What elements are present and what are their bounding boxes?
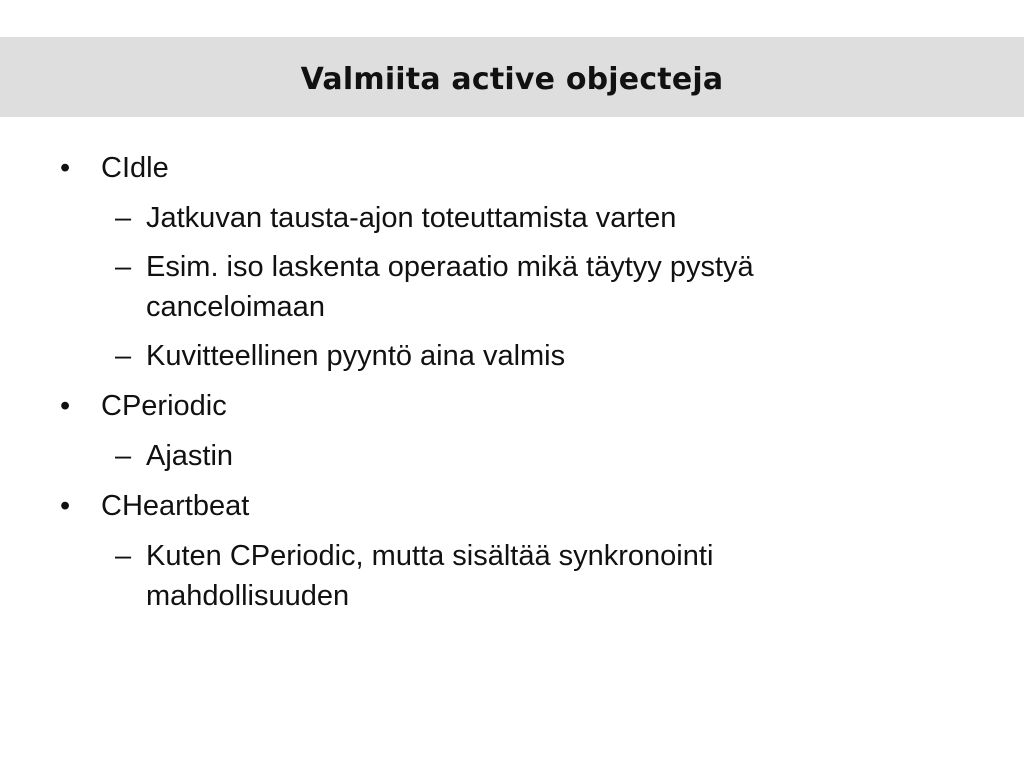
dash-marker: – bbox=[115, 540, 132, 572]
bullet-text: CHeartbeat bbox=[101, 490, 250, 522]
dash-marker: – bbox=[115, 340, 132, 372]
sub-list bbox=[101, 436, 958, 476]
sub-item-text: Kuvitteellinen pyyntö aina valmis bbox=[146, 340, 566, 372]
sub-item bbox=[101, 198, 906, 238]
bullet-item-cperiodic bbox=[58, 388, 958, 476]
sub-list bbox=[101, 536, 958, 616]
slide-title: Valmiita active objecteja bbox=[300, 61, 724, 97]
sub-item-text: Ajastin bbox=[146, 440, 234, 472]
bullet-item-cidle bbox=[58, 150, 958, 376]
sub-item-text: Jatkuvan tausta-ajon toteuttamista varten bbox=[146, 202, 677, 234]
bullet-text: CPeriodic bbox=[101, 390, 227, 422]
sub-item-text: Kuten CPeriodic, mutta sisältää synkronointi mahdollisuuden bbox=[146, 540, 714, 612]
bullet-marker: • bbox=[60, 490, 71, 522]
dash-marker: – bbox=[115, 202, 132, 234]
sub-list bbox=[101, 198, 958, 376]
bullet-list bbox=[58, 150, 958, 628]
title-bar bbox=[0, 37, 1024, 117]
sub-item bbox=[101, 436, 906, 476]
bullet-item-cheartbeat bbox=[58, 488, 958, 616]
bullet-marker: • bbox=[60, 390, 71, 422]
dash-marker: – bbox=[115, 440, 132, 472]
sub-item bbox=[101, 336, 906, 376]
sub-item bbox=[101, 247, 906, 327]
sub-item-text: Esim. iso laskenta operaatio mikä täytyy pystyä canceloimaan bbox=[146, 251, 754, 323]
bullet-text: CIdle bbox=[101, 152, 169, 184]
sub-item bbox=[101, 536, 906, 616]
dash-marker: – bbox=[115, 251, 132, 283]
bullet-marker: • bbox=[60, 152, 71, 184]
